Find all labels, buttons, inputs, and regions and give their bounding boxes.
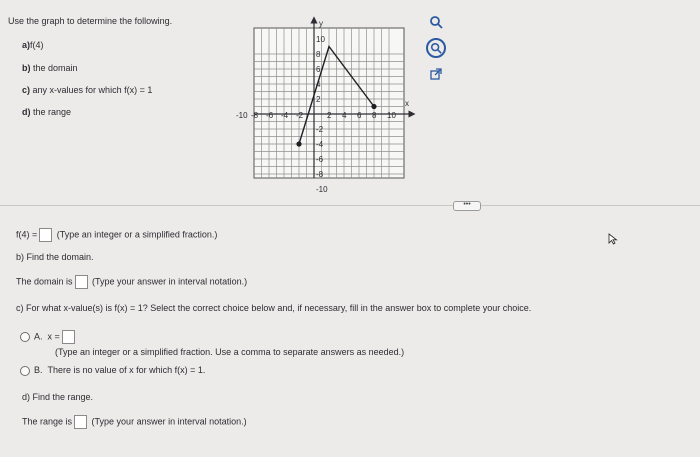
- answer-d-row: The range is (Type your answer in interval notation.): [22, 415, 247, 429]
- x-tick-label: -4: [281, 111, 289, 120]
- part-a-label: a)f(4): [22, 40, 44, 50]
- option-b-radio[interactable]: [20, 366, 30, 376]
- x-axis-label: x: [405, 99, 409, 108]
- y-tick-label: 8: [316, 50, 321, 59]
- section-divider: [0, 205, 700, 206]
- answer-b-row: The domain is (Type your answer in interval notation.): [16, 275, 247, 289]
- y-tick-label: -2: [316, 125, 324, 134]
- y-tick-label: 10: [316, 35, 325, 44]
- more-button[interactable]: •••: [453, 201, 481, 211]
- option-b-row: B. There is no value of x for which f(x) = 1.: [34, 365, 206, 375]
- part-c-question: c) For what x-value(s) is f(x) = 1? Select the correct choice below and, if necessary, fill in the answer box to complete your choice.: [16, 303, 532, 313]
- part-b-label: b) the domain: [22, 63, 78, 73]
- y-tick-label: 2: [316, 95, 321, 104]
- y-tick-label: 6: [316, 65, 321, 74]
- x-tick-label: 10: [387, 111, 396, 120]
- y-axis-label: y: [319, 19, 323, 28]
- y-tick-label: 4: [316, 80, 321, 89]
- zoom-icon[interactable]: [426, 38, 446, 58]
- search-icon[interactable]: [426, 12, 446, 32]
- x-tick-label: 2: [327, 111, 332, 120]
- end-point: [371, 104, 376, 109]
- option-a-hint: (Type an integer or a simplified fraction. Use a comma to separate answers as needed.): [55, 347, 405, 357]
- x-tick-label: -10: [236, 111, 248, 120]
- x-tick-label: 4: [342, 111, 347, 120]
- function-graph: [236, 18, 420, 194]
- answer-b-input[interactable]: [75, 275, 88, 289]
- part-d-heading: d) Find the range.: [22, 392, 94, 402]
- answer-a-row: f(4) = (Type an integer or a simplified fraction.): [16, 228, 217, 242]
- x-tick-label: -8: [251, 111, 259, 120]
- instructions-text: Use the graph to determine the following.: [8, 16, 173, 26]
- y-tick-label: -8: [316, 170, 324, 179]
- external-link-icon[interactable]: [426, 64, 446, 84]
- x-tick-label: -6: [266, 111, 274, 120]
- cursor-icon: [608, 233, 618, 245]
- y-tick-label: -4: [316, 140, 324, 149]
- answer-d-input[interactable]: [74, 415, 87, 429]
- answer-a-input[interactable]: [39, 228, 52, 242]
- x-tick-label: -2: [296, 111, 304, 120]
- graph-grid: [254, 28, 404, 178]
- x-tick-label: 8: [372, 111, 377, 120]
- y-tick-label: -10: [316, 185, 328, 194]
- option-a-radio[interactable]: [20, 332, 30, 342]
- part-c-label: c) any x-values for which f(x) = 1: [22, 85, 153, 95]
- x-tick-label: 6: [357, 111, 362, 120]
- part-b-heading: b) Find the domain.: [16, 252, 94, 262]
- answer-c-input[interactable]: [62, 330, 75, 344]
- y-tick-label: -6: [316, 155, 324, 164]
- option-a-row: A. x =: [34, 330, 77, 344]
- part-d-label: d) the range: [22, 107, 72, 117]
- start-point: [296, 141, 301, 146]
